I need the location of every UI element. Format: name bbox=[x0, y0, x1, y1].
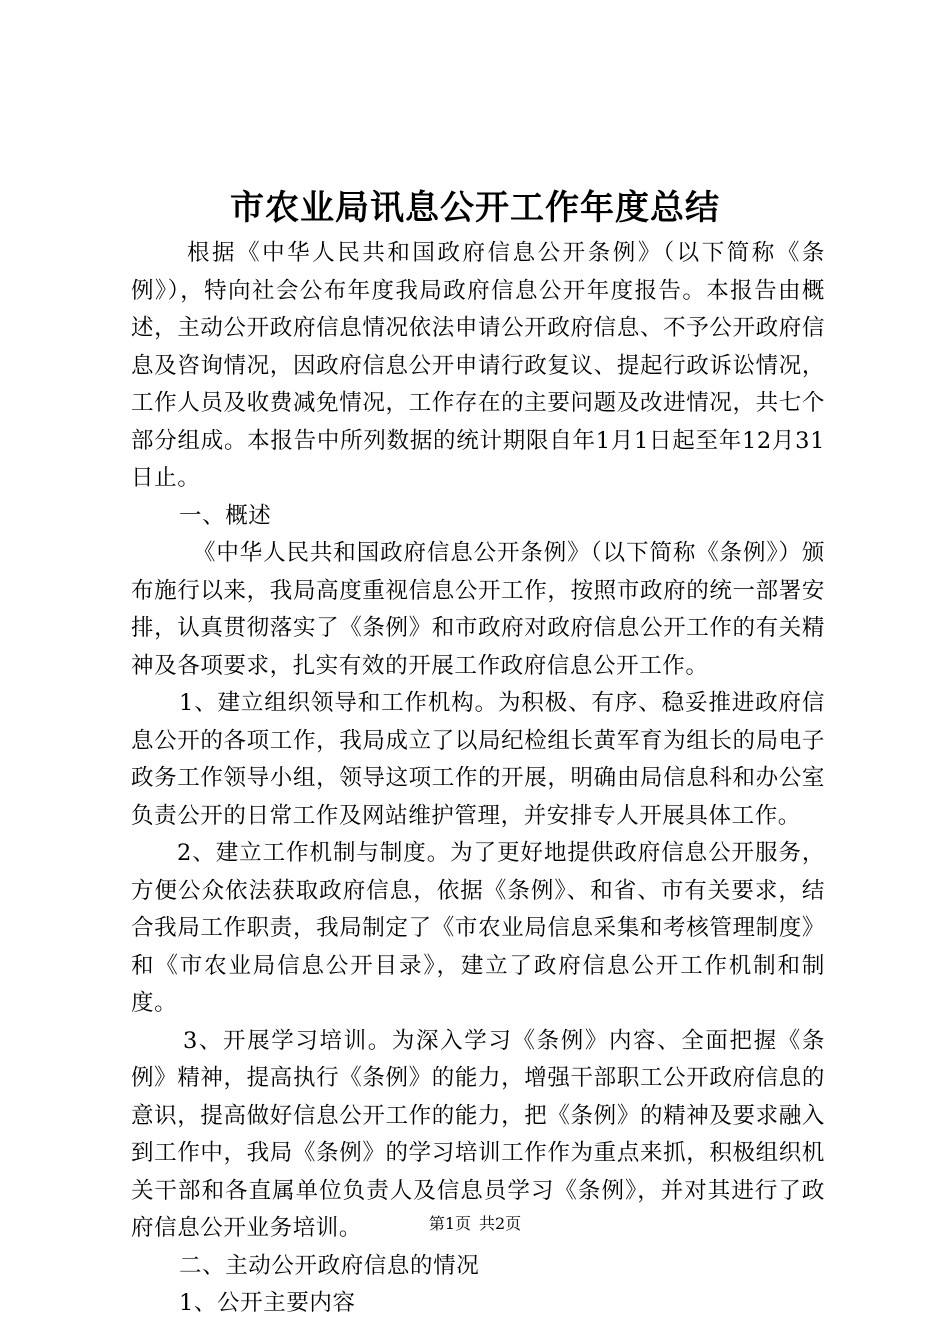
item-organization-paragraph: 1、建立组织领导和工作机构。为积极、有序、稳妥推进政府信息公开的各项工作，我局成立了以局纪检组长黄军育为组长的局电子政务工作领导小组，领导这项工作的开展，明确由局信息科和办公室负责公开的日常工作及网站维护管理，并安排专人开展具体工作。 bbox=[131, 690, 825, 829]
page-total: 共2页 bbox=[479, 1214, 522, 1233]
subsection-heading-main-content: 1、公开主要内容 bbox=[179, 1290, 356, 1316]
section-heading-active-disclosure: 二、主动公开政府信息的情况 bbox=[179, 1252, 480, 1279]
document-title: 市农业局讯息公开工作年度总结 bbox=[230, 188, 720, 228]
section-heading-overview: 一、概述 bbox=[179, 502, 272, 529]
page-number: 第1页 bbox=[428, 1214, 471, 1233]
intro-paragraph: 根据《中华人民共和国政府信息公开条例》（以下简称《条例》），特向社会公布年度我局政府信息公开年度报告。本报告由概述，主动公开政府信息情况依法申请公开政府信息、不予公开政府信息及咨询情况，因政府信息公开申请行政复议、提起行政诉讼情况，工作人员及收费减免情况，工作存在的主要问题及改进情况，共七个部分组成。本报告中所列数据的统计期限自年1月1日起至年12月31日止。 bbox=[131, 240, 825, 491]
page-footer bbox=[0, 1212, 950, 1236]
item-training-paragraph: 3、开展学习培训。为深入学习《条例》内容、全面把握《条例》精神，提高执行《条例》的能力，增强干部职工公开政府信息的意识，提高做好信息公开工作的能力，把《条例》的精神及要求融入到工作中，我局《条例》的学习培训工作作为重点来抓，积极组织机关干部和各直属单位负责人及信息员学习《条例》，并对其进行了政府信息公开业务培训。 bbox=[131, 1027, 825, 1241]
item-mechanism-paragraph: 2、建立工作机制与制度。为了更好地提供政府信息公开服务，方便公众依法获取政府信息，依据《条例》、和省、市有关要求，结合我局工作职责，我局制定了《市农业局信息采集和考核管理制度》和《市农业局信息公开目录》，建立了政府信息公开工作机制和制度。 bbox=[131, 840, 825, 1016]
document-body bbox=[131, 235, 825, 1323]
overview-paragraph: 《中华人民共和国政府信息公开条例》（以下简称《条例》）颁布施行以来，我局高度重视信息公开工作，按照市政府的统一部署安排，认真贯彻落实了《条例》和市政府对政府信息公开工作的有关精神及各项要求，扎实有效的开展工作政府信息公开工作。 bbox=[131, 540, 825, 679]
